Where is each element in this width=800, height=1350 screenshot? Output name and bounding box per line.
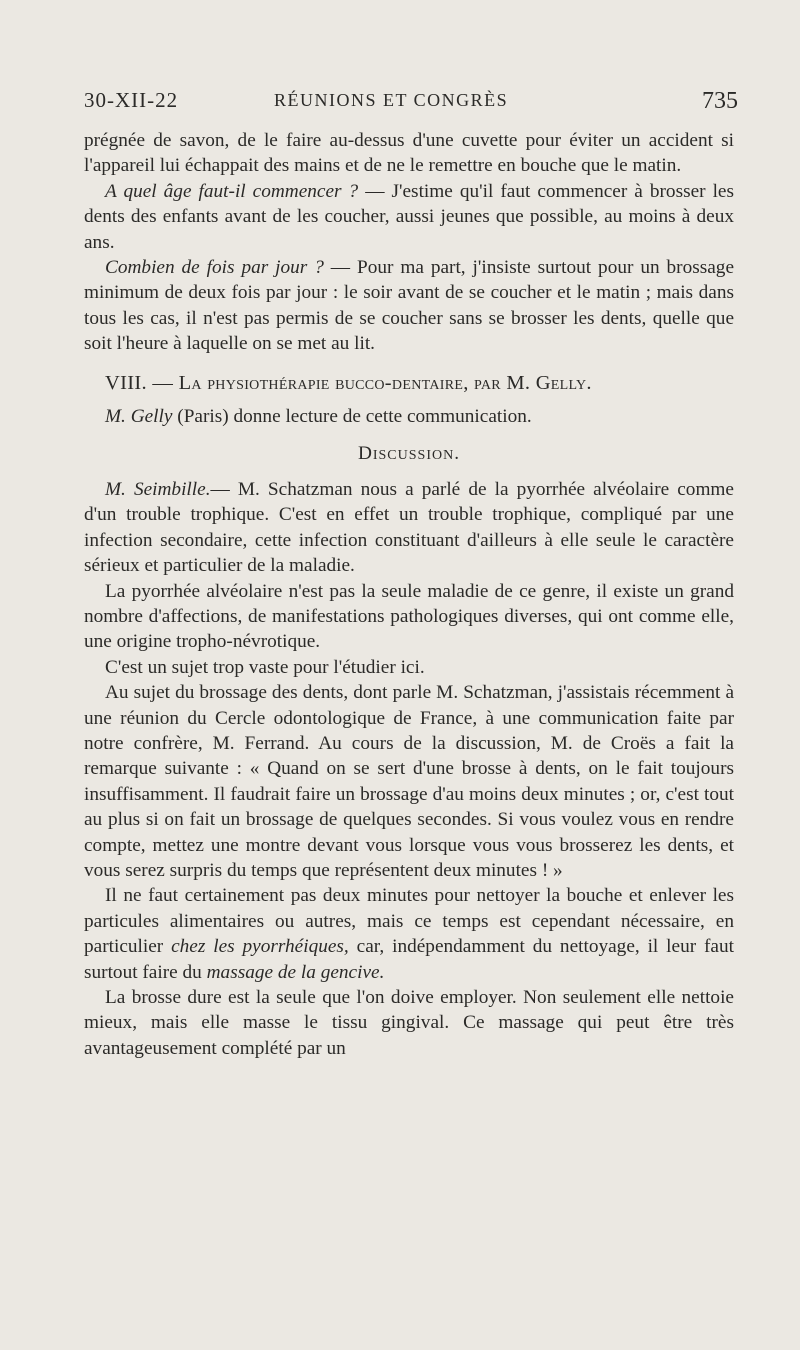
speaker-gelly: M. Gelly [105, 406, 173, 428]
speaker-seimbille: M. Seimbille. [105, 478, 211, 500]
discussion-heading: Discussion. [357, 443, 461, 465]
paragraph-1: prégnée de savon, de le faire au-dessus d'une cuvette pour éviter un accident si l'appareil lui échappait des mains et de ne le remettre en bouche que le matin. [84, 130, 734, 177]
header-title: RÉUNIONS ET CONGRÈS [274, 90, 509, 110]
question-frequency: Combien de fois par jour ? [105, 257, 324, 279]
paragraph-8: Au sujet du brossage des dents, dont parle M. Schatzman, j'assistais récemment à une réunion du Cercle odontologique de France, à une communication faite par notre confrère, M. Ferrand. Au cours de la discussion, M. de Croës a fait la remarque suivante : « Quand on se sert d'une brosse à dents, on le fait toujours insuffisamment. Il faudrait faire un brossage d'au moins deux minutes ; or, c'est tout au plus si on fait un brossage de quelques secondes. Si vous voulez vous en rendre compte, mettez une montre devant vous lorsque vous vous brosserez les dents, et vous serez surpris du temps que représentent deux minutes ! » [84, 682, 734, 881]
answer-age: — J'estime qu'il faut commencer à brosser les dents des enfants avant de les coucher, aussi jeunes que possible, au moins à deux ans. [84, 180, 734, 253]
paragraph-6: La pyorrhée alvéolaire n'est pas la seule maladie de ce genre, il existe un grand nombre d'affections, de manifestations pathologiques diverses, qui ont comme elle, une origine tropho-névrotique. [84, 580, 734, 653]
section-number: VIII. — [105, 371, 179, 394]
gelly-text: (Paris) donne lecture de cette communication. [172, 406, 532, 428]
section-title: La physiothérapie bucco-dentaire, par M. Gelly. [178, 371, 592, 394]
paragraph-4 [84, 404, 734, 429]
p9-part-b: car, indépendamment du nettoyage, il leur faut surtout faire du [84, 936, 734, 983]
header-date: 30-XII-22 [84, 88, 179, 112]
page-number: 735 [702, 88, 738, 114]
running-header [84, 88, 738, 118]
body-text [84, 128, 734, 1061]
seimbille-text: — M. Schatzman nous a parlé de la pyorrhée alvéolaire comme d'un trouble trophique. C'est en effet un trouble trophique, compliqué par une infection secondaire, cette infection constituant d'ailleurs à elle seule le caractère sérieux et particulier de la maladie. [84, 478, 734, 577]
p9-emphasis-pyorrheiques: chez les pyorrhéiques, [171, 936, 349, 958]
p9-emphasis-massage: massage de la gencive. [206, 961, 385, 983]
paragraph-10: La brosse dure est la seule que l'on doive employer. Non seulement elle nettoie mieux, mais elle masse le tissu gingival. Ce massage qui peut être très avantageusement complété par un [84, 987, 734, 1059]
answer-frequency: — Pour ma part, j'insiste surtout pour un brossage minimum de deux fois par jour : le soir avant de se coucher et le matin ; mais dans tous les cas, il n'est pas permis de se coucher sans se brosser les dents, quelle que soit l'heure à laquelle on se met au lit. [84, 257, 734, 355]
paragraph-9 [84, 883, 734, 985]
paragraph-7: C'est un sujet trop vaste pour l'étudier ici. [105, 656, 425, 678]
p9-part-a: Il ne faut certainement pas deux minutes pour nettoyer la bouche et enlever les particules alimentaires ou autres, mais ce temps est cependant nécessaire, en particulier [84, 885, 734, 958]
paragraph-3 [84, 255, 734, 357]
section-viii-heading [84, 371, 734, 396]
paragraph-2 [84, 179, 734, 255]
question-age: A quel âge faut-il commencer ? [105, 180, 359, 202]
paragraph-5 [84, 477, 734, 579]
